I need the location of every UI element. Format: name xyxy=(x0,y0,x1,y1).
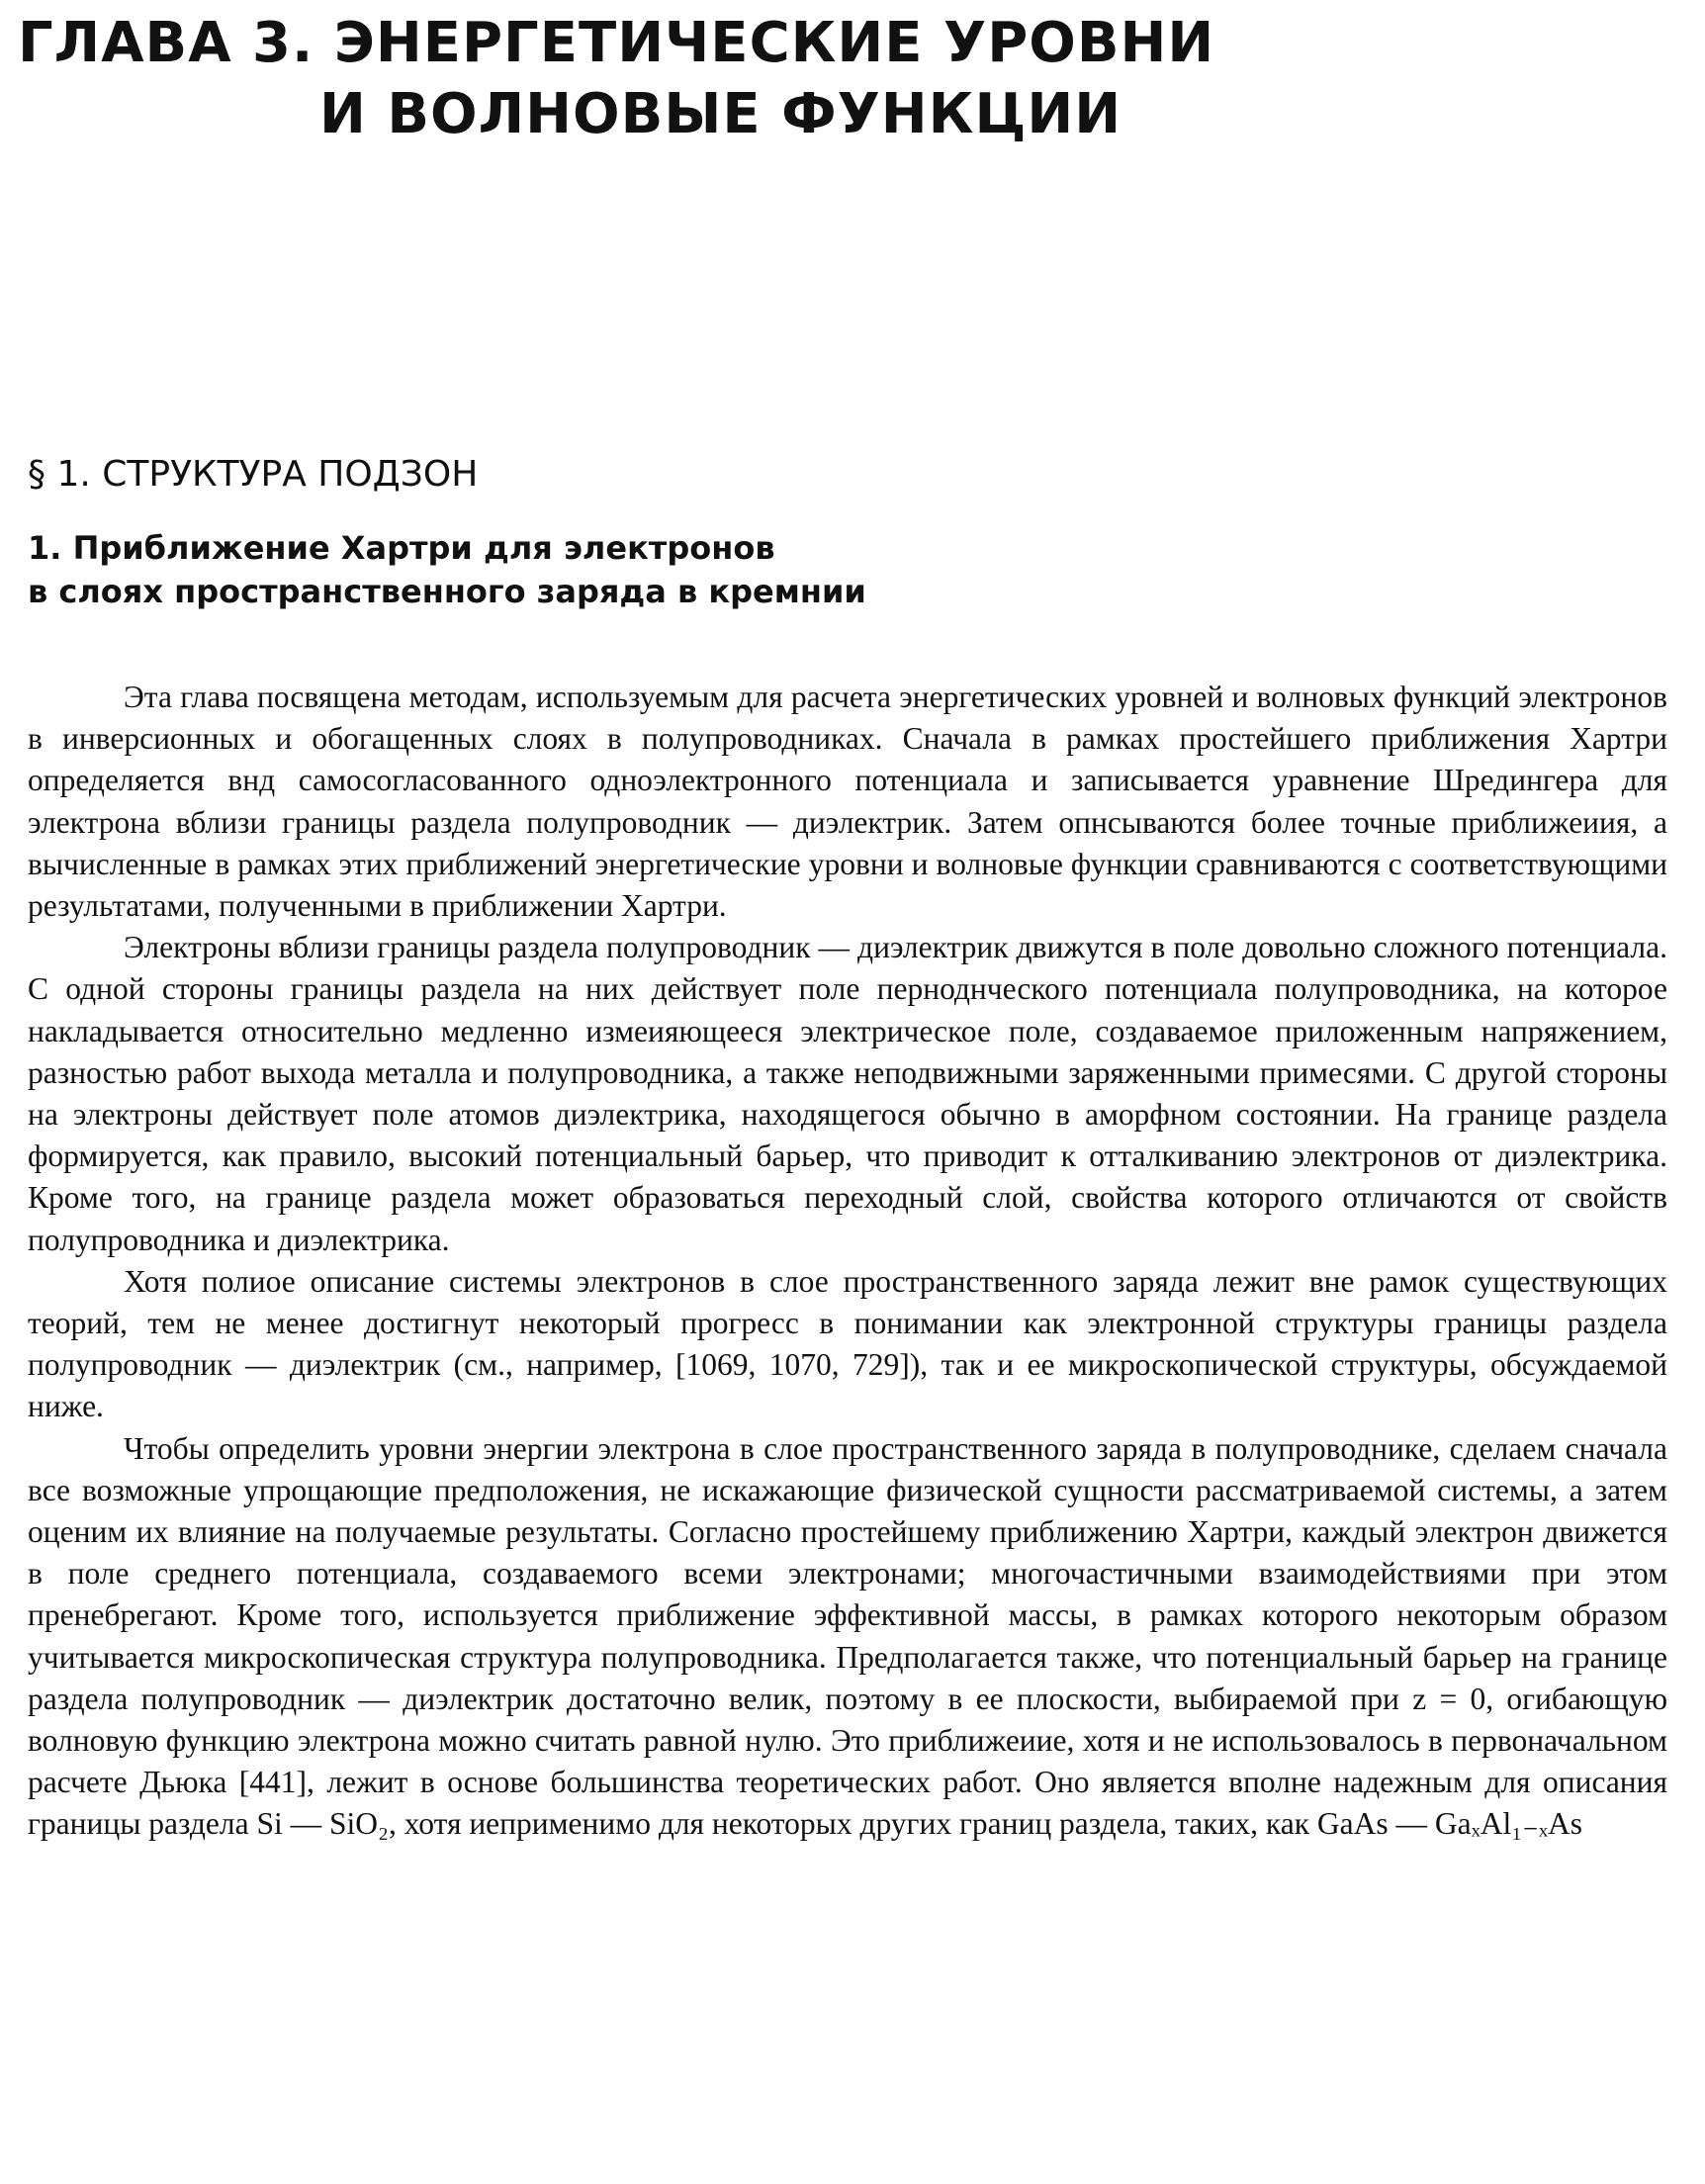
chapter-title xyxy=(18,8,1303,150)
section-heading: § 1. СТРУКТУРА ПОДЗОН xyxy=(28,454,479,495)
paragraph-2: Электроны вблизи границы раздела полупроводник — диэлектрик движутся в поле довольно сложного потенциала. С одной стороны границы раздела на них действует поле перноднческого потенциала полупроводника, на которое накладывается относительно медленно измеияющееся электрическое поле, создаваемое приложенным напряжением, разностью работ выхода металла и полупроводника, а также неподвижными заряженными примесями. С другой стороны на электроны действует поле атомов диэлектрика, находящегося обычно в аморфном состоянии. На границе раздела формируется, как правило, высокий потенциальный барьер, что приводит к отталкиванию электронов от диэлектрика. Кроме того, на границе раздела может образоваться переходный слой, свойства которого отличаются от свойств полупроводника и диэлектрика. xyxy=(28,930,1667,1257)
subsection-heading-line2: в слоях пространственного заряда в кремнии xyxy=(28,573,866,610)
paragraph-4: Чтобы определить уровни энергии электрона в слое пространственного заряда в полупроводнике, сделаем сначала все возможные упрощающие предположения, не искажающие физической сущности рассматриваемой системы, а затем оценим их влияние на получаемые результаты. Согласно простейшему приближению Хартри, каждый электрон движется в поле среднего потенциала, создаваемого всеми электронами; многочастичными взаимодействиями при этом пренебрегают. Кроме того, используется приближение эффективной массы, в рамках которого некоторым образом учитывается микроскопическая структура полупроводника. Предполагается также, что потенциальный барьер на границе раздела полупроводник — диэлектрик достаточно велик, поэтому в ее плоскости, выбираемой при z = 0, огибающую волновую функцию электрона можно считать равной нулю. Это приближеиие, хотя и не использовалось в первоначальном расчете Дьюка [441], лежит в основе большинства теоретических работ. Оно является вполне надежным для описания границы раздела Si — SiO₂, хотя иеприменимо для некоторых других границ раздела, таких, как GaAs — GaₓAl₁₋ₓAs xyxy=(28,1430,1667,1842)
body-text xyxy=(28,677,1667,1846)
chapter-title-line1: ГЛАВА 3. ЭНЕРГЕТИЧЕСКИЕ УРОВНИ xyxy=(18,11,1215,75)
subsection-heading-line1: 1. Приближение Хартри для электронов xyxy=(28,529,775,567)
subsection-heading xyxy=(28,526,1214,613)
paragraph-3: Хотя полиое описание системы электронов в слое пространственного заряда лежит вне рамок существующих теорий, тем не менее достигнут некоторый прогресс в понимании как электронной структуры границы раздела полупроводник — диэлектрик (см., например, [1069, 1070, 729]), так и ее микроскопической структуры, обсуждаемой ниже. xyxy=(28,1263,1667,1424)
paragraph-1: Эта глава посвящена методам, используемым для расчета энергетических уровней и волновых функций электронов в инверсионных и обогащенных слоях в полупроводниках. Сначала в рамках простейшего приближения Хартри определяется внд самосогласованного одноэлектронного потенциала и записывается уравнение Шредингера для электрона вблизи границы раздела полупроводник — диэлектрик. Затем опнсываются более точные приближеиия, а вычисленные в рамках этих приближений энергетические уровни и волновые функции сравниваются с соответствующими результатами, полученными в приближении Хартри. xyxy=(28,680,1667,924)
chapter-title-line2: И ВОЛНОВЫЕ ФУНКЦИИ xyxy=(319,82,1122,146)
